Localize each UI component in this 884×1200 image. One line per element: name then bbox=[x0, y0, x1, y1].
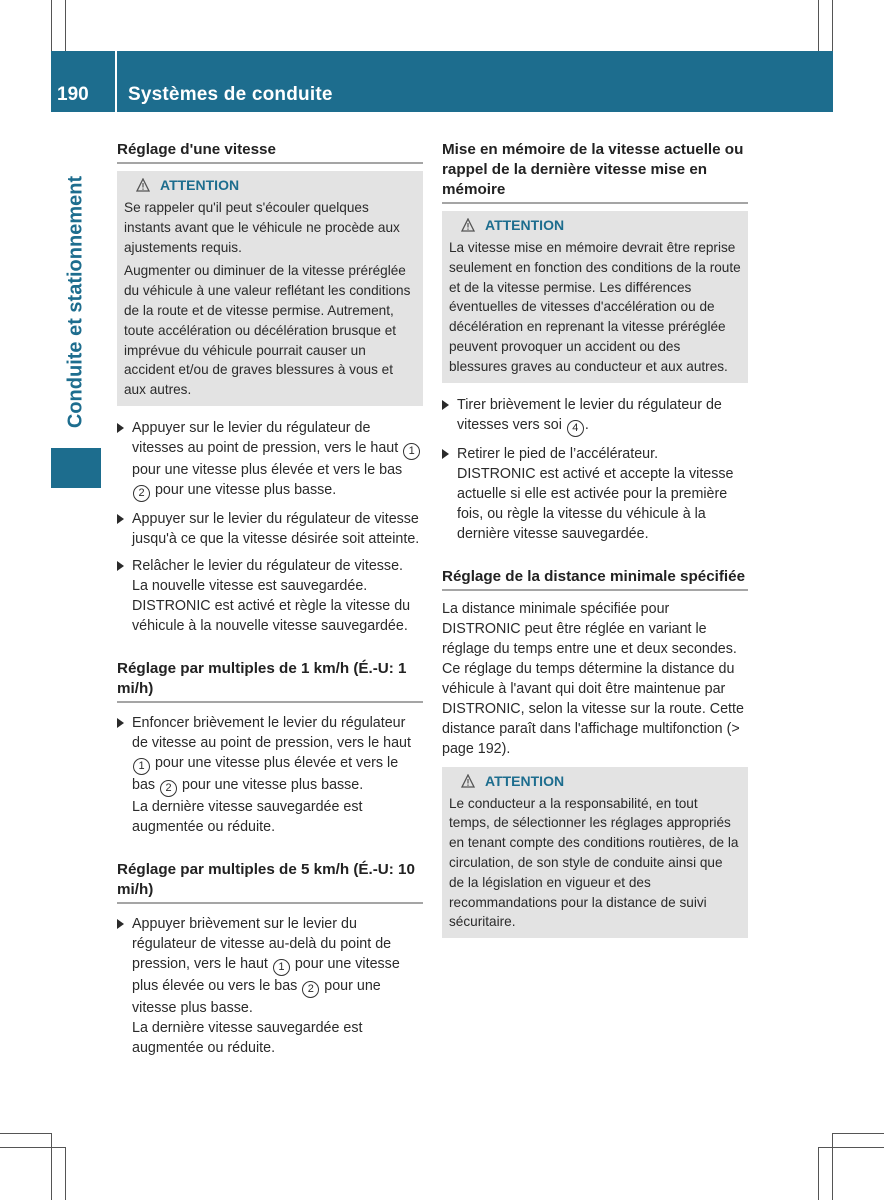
instruction-step: Tirer brièvement le levier du régulateur de vitesses vers soi 4 . bbox=[442, 395, 748, 437]
step-result: DISTRONIC est activé et accepte la vitesse actuelle si elle est activée pour la première fois, ou règle la vitesse du véhicule à la dernière vitesse sauvegardée. bbox=[457, 465, 734, 542]
crop-mark bbox=[65, 0, 66, 51]
warning-title: ATTENTION bbox=[485, 772, 565, 789]
warning-triangle-icon bbox=[461, 774, 475, 788]
crop-mark bbox=[818, 1147, 819, 1200]
side-tab-marker bbox=[51, 448, 101, 488]
warning-text: La vitesse mise en mémoire devrait être reprise seulement en fonction des conditions de la route et de la vitesse permise. Les différences éventuelles de vitesses d'accélération ou de décélération en reprenant la vitesse préréglée peuvent provoquer un accident ou des blessures graves au conducteur et aux autres. bbox=[449, 240, 741, 374]
warning-text: Se rappeler qu'il peut s'écouler quelques instants avant que le véhicule ne procède aux ajustements requis. bbox=[124, 200, 400, 255]
step-arrow-icon bbox=[117, 514, 124, 524]
warning-triangle-icon bbox=[461, 218, 475, 232]
step-arrow-icon bbox=[117, 423, 124, 433]
step-result: La dernière vitesse sauvegardée est augmentée ou réduite. bbox=[132, 798, 363, 835]
number-circle: 1 bbox=[133, 758, 150, 775]
warning-text: Augmenter ou diminuer de la vitesse préréglée du véhicule à une valeur reflétant les conditions de la route et de vitesse permise. Autrement, toute accélération ou décélération brusque et imprévue du véhicule pourrait causer un accident et/ou de graves blessures à vous et aux autres. bbox=[124, 263, 411, 398]
instruction-step: Appuyer sur le levier du régulateur de vitesse jusqu'à ce que la vitesse désirée soit atteinte. bbox=[117, 509, 423, 549]
instruction-step: Enfoncer brièvement le levier du régulateur de vitesse au point de pression, vers le haut 1 pour une vitesse plus élevée et vers le bas 2 pour une vitesse plus basse. La dernière vitesse sauvegardée est augmentée ou réduite. bbox=[117, 713, 423, 837]
crop-mark bbox=[0, 1147, 65, 1148]
step-arrow-icon bbox=[117, 919, 124, 929]
left-column bbox=[117, 140, 423, 1058]
right-column bbox=[442, 140, 748, 938]
number-circle: 1 bbox=[273, 959, 290, 976]
number-circle: 2 bbox=[133, 485, 150, 502]
step-result: La nouvelle vitesse est sauvegardée. DISTRONIC est activé et règle la vitesse du véhicule à la nouvelle vitesse sauvegardée. bbox=[132, 577, 411, 634]
warning-triangle-icon bbox=[136, 178, 150, 192]
body-paragraph: La distance minimale spécifiée pour DISTRONIC peut être réglée en variant le réglage du temps entre une et deux secondes. Ce réglage du temps détermine la distance du véhicule à l'avant qui doit être maintenue par DISTRONIC, selon la vitesse sur la route. Cette distance paraît dans l'affichage multifonction (> page 192). bbox=[442, 600, 744, 757]
instruction-step: Relâcher le levier du régulateur de vitesse. La nouvelle vitesse est sauvegardée. DISTRONIC est activé et règle la vitesse du véhicule à la nouvelle vitesse sauvegardée. bbox=[117, 556, 423, 636]
crop-mark bbox=[833, 1133, 884, 1134]
section-heading: Réglage d'une vitesse bbox=[117, 140, 423, 164]
side-tab-label: Conduite et stationnement bbox=[64, 175, 87, 429]
warning-header bbox=[124, 176, 416, 194]
instruction-step: Retirer le pied de l’accélérateur. DISTRONIC est activé et accepte la vitesse actuelle si elle est activée pour la première fois, ou règle la vitesse du véhicule à la dernière vitesse sauvegardée. bbox=[442, 444, 748, 544]
section-title: Systèmes de conduite bbox=[128, 84, 333, 105]
page-number: 190 bbox=[57, 84, 89, 105]
section-heading: Mise en mémoire de la vitesse actuelle ou rappel de la dernière vitesse mise en mémoire bbox=[442, 140, 748, 204]
section-heading: Réglage par multiples de 1 km/h (É.-U: 1 mi/h) bbox=[117, 659, 423, 703]
crop-mark bbox=[65, 1147, 66, 1200]
number-circle: 4 bbox=[567, 420, 584, 437]
number-circle: 1 bbox=[403, 443, 420, 460]
step-arrow-icon bbox=[117, 561, 124, 571]
crop-mark bbox=[51, 0, 52, 51]
instruction-step: Appuyer sur le levier du régulateur de vitesses au point de pression, vers le haut 1 pour une vitesse plus élevée et vers le bas 2 pour une vitesse plus basse. bbox=[117, 418, 423, 502]
section-heading: Réglage par multiples de 5 km/h (É.-U: 10 mi/h) bbox=[117, 860, 423, 904]
crop-mark bbox=[51, 1133, 52, 1200]
crop-mark bbox=[0, 1133, 51, 1134]
crop-mark bbox=[818, 0, 819, 51]
step-arrow-icon bbox=[117, 718, 124, 728]
warning-text: Le conducteur a la responsabilité, en tout temps, de sélectionner les réglages appropriés en tenant compte des conditions routières, de la circulation, de son style de conduite ainsi que de la législation en vigueur et des recommandations pour la distance de suivi sécuritaire. bbox=[449, 795, 739, 930]
step-arrow-icon bbox=[442, 400, 449, 410]
warning-box bbox=[442, 767, 748, 939]
warning-header bbox=[449, 772, 741, 790]
crop-mark bbox=[832, 1133, 833, 1200]
crop-mark bbox=[832, 0, 833, 51]
warning-box bbox=[117, 171, 423, 406]
number-circle: 2 bbox=[302, 981, 319, 998]
warning-title: ATTENTION bbox=[485, 217, 565, 233]
section-heading: Réglage de la distance minimale spécifiée bbox=[442, 567, 748, 591]
crop-mark bbox=[818, 1147, 884, 1148]
number-circle: 2 bbox=[160, 780, 177, 797]
header-divider bbox=[115, 51, 117, 112]
step-result: La dernière vitesse sauvegardée est augmentée ou réduite. bbox=[132, 1019, 363, 1056]
step-arrow-icon bbox=[442, 449, 449, 459]
warning-title: ATTENTION bbox=[160, 177, 240, 193]
warning-header bbox=[449, 216, 741, 234]
warning-box bbox=[442, 211, 748, 383]
instruction-step: Appuyer brièvement sur le levier du régulateur de vitesse au-delà du point de pression, vers le haut 1 pour une vitesse plus élevée ou vers le bas 2 pour une vitesse plus basse. La dernière vitesse sauvegardée est augmentée ou réduite. bbox=[117, 914, 423, 1058]
